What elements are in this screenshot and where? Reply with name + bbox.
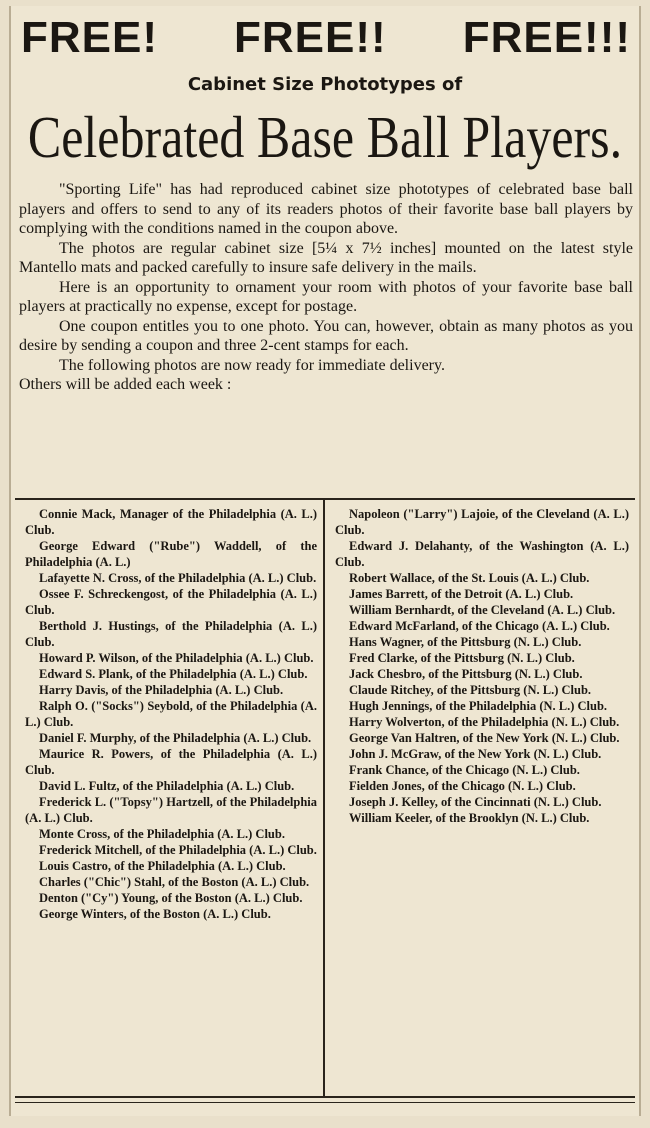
bottom-rule-thin [15,1102,635,1103]
player-entry: David L. Fultz, of the Philadelphia (A. L.) Club. [39,779,295,793]
player-entry: Jack Chesbro, of the Pittsburg (N. L.) Club. [349,667,583,681]
player-entry: Charles ("Chic") Stahl, of the Boston (A. L.) Club. [39,875,310,889]
player-entry: Louis Castro, of the Philadelphia (A. L.) Club. [39,859,286,873]
headline: Celebrated Base Ball Players. [27,103,623,170]
intro-paragraph-5: The following photos are now ready for immediate delivery. [59,356,445,374]
player-entry: George Van Haltren, of the New York (N. L.) Club. [349,731,620,745]
player-entry: William Bernhardt, of the Cleveland (A. L.) Club. [349,603,616,617]
player-entry: Howard P. Wilson, of the Philadelphia (A. L.) Club. [39,651,314,665]
player-entry: James Barrett, of the Detroit (A. L.) Club. [349,587,574,601]
player-list-left-column [15,500,325,1098]
player-entry: Connie Mack, Manager of the Philadelphia (A. L.) Club. [25,507,317,537]
player-entry: Lafayette N. Cross, of the Philadelphia (A. L.) Club. [39,571,317,585]
player-entry: William Keeler, of the Brooklyn (N. L.) Club. [349,811,590,825]
intro-paragraph-2: The photos are regular cabinet size [5¼ x 7½ inches] mounted on the latest style Mantello mats and packed carefully to insure safe delivery in the mails. [19,239,633,276]
player-list-right-column [325,500,635,1098]
player-entry: Napoleon ("Larry") Lajoie, of the Cleveland (A. L.) Club. [335,507,629,537]
player-entry: Edward J. Delahanty, of the Washington (A. L.) Club. [335,539,629,569]
subheading: Cabinet Size Phototypes of [187,74,463,95]
player-entry: Harry Wolverton, of the Philadelphia (N. L.) Club. [349,715,620,729]
player-entry: Edward S. Plank, of the Philadelphia (A. L.) Club. [39,667,308,681]
player-entry: Denton ("Cy") Young, of the Boston (A. L.) Club. [39,891,303,905]
player-entry: Frank Chance, of the Chicago (N. L.) Club. [349,763,580,777]
player-entry: George Winters, of the Boston (A. L.) Club. [39,907,271,921]
free-banner [11,6,639,66]
player-entry: Hugh Jennings, of the Philadelphia (N. L.) Club. [349,699,608,713]
player-entry: Frederick L. ("Topsy") Hartzell, of the Philadelphia (A. L.) Club. [25,795,317,825]
player-entry: Monte Cross, of the Philadelphia (A. L.) Club. [39,827,285,841]
player-entry: Hans Wagner, of the Pittsburg (N. L.) Club. [349,635,582,649]
newspaper-clipping [9,6,641,1116]
bottom-rule [15,1096,635,1098]
free-word-1: FREE! [21,13,158,62]
player-entry: Ralph O. ("Socks") Seybold, of the Philadelphia (A. L.) Club. [25,699,317,729]
intro-paragraph-1: "Sporting Life" has had reproduced cabinet size phototypes of celebrated base ball players and offers to send to any of its readers photos of their favorite base ball players by complying with the conditions named in the coupon above. [19,181,633,237]
player-entry: George Edward ("Rube") Waddell, of the Philadelphia (A. L.) [25,539,317,569]
free-word-3: FREE!!! [462,13,631,62]
intro-paragraph-4: One coupon entitles you to one photo. You can, however, obtain as many photos as you desire by sending a coupon and three 2-cent stamps for each. [19,317,633,354]
intro-paragraph-3: Here is an opportunity to ornament your room with photos of your favorite base ball players at practically no expense, except for postage. [19,278,633,315]
player-entry: Joseph J. Kelley, of the Cincinnati (N. L.) Club. [349,795,602,809]
player-entry: Fielden Jones, of the Chicago (N. L.) Club. [349,779,576,793]
player-entry: Harry Davis, of the Philadelphia (A. L.) Club. [39,683,284,697]
player-entry: Ossee F. Schreckengost, of the Philadelphia (A. L.) Club. [25,587,317,617]
free-word-2: FREE!! [234,13,387,62]
player-entry: Maurice R. Powers, of the Philadelphia (A. L.) Club. [25,747,317,777]
player-entry: Edward McFarland, of the Chicago (A. L.) Club. [349,619,610,633]
player-entry: Fred Clarke, of the Pittsburg (N. L.) Club. [349,651,575,665]
player-entry: Daniel F. Murphy, of the Philadelphia (A. L.) Club. [39,731,312,745]
player-entry: Robert Wallace, of the St. Louis (A. L.) Club. [349,571,590,585]
intro-text [19,180,633,395]
player-entry: Claude Ritchey, of the Pittsburg (N. L.) Club. [349,683,592,697]
player-list [15,498,635,1098]
intro-paragraph-6: Others will be added each week : [19,376,232,393]
player-entry: Berthold J. Hustings, of the Philadelphia (A. L.) Club. [25,619,317,649]
player-entry: Frederick Mitchell, of the Philadelphia (A. L.) Club. [39,843,317,857]
player-entry: John J. McGraw, of the New York (N. L.) Club. [349,747,602,761]
